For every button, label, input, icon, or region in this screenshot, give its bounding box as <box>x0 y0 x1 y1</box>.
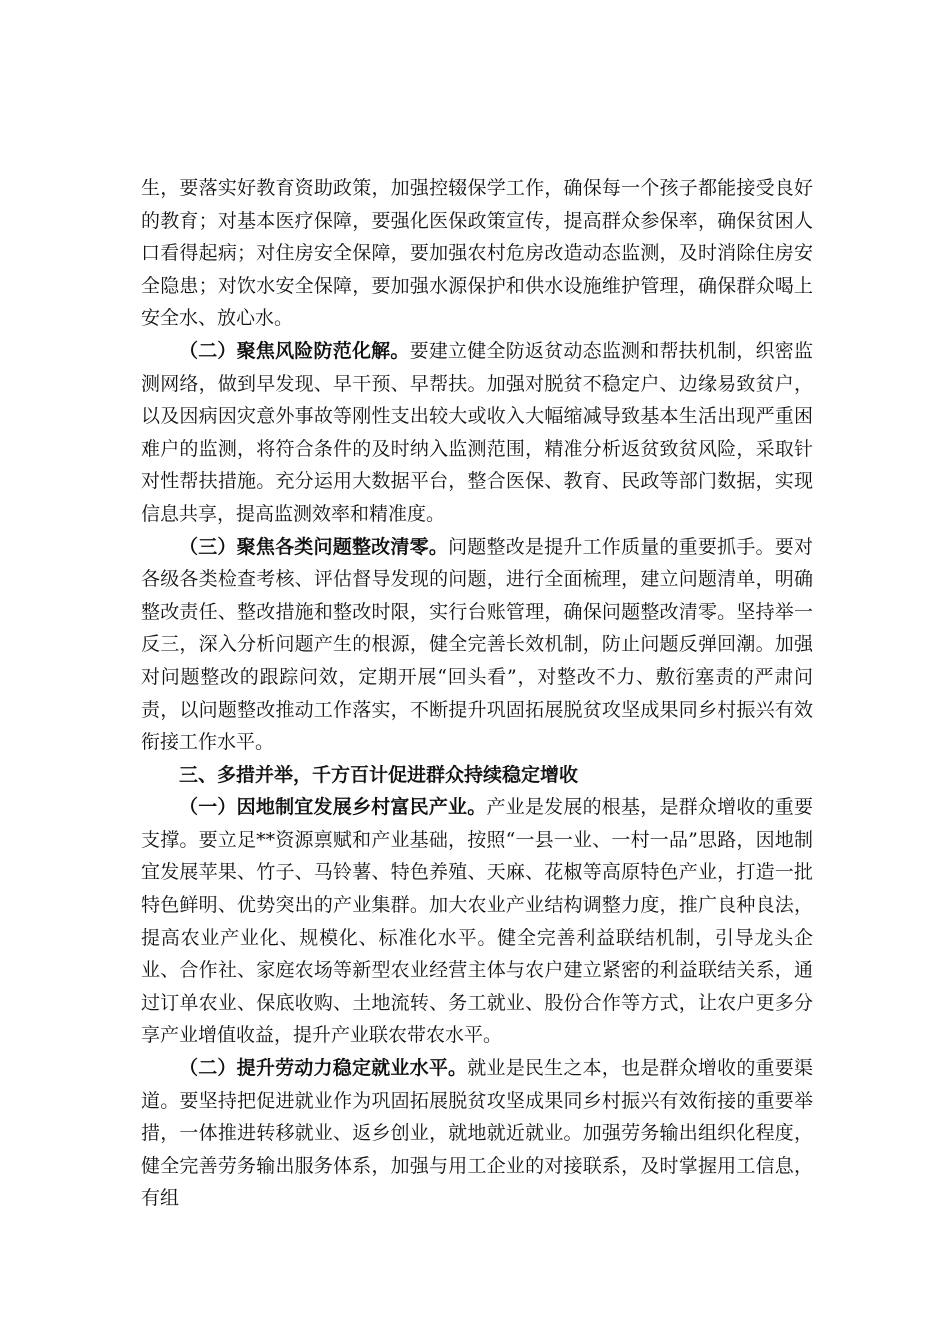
document-page <box>141 172 813 1215</box>
paragraph-lead: （二）提升劳动力稳定就业水平。 <box>179 1057 468 1080</box>
paragraph-text: 就业是民生之本，也是群众增收的重要渠道。要坚持把促进就业作为巩固拓展脱贫攻坚成果同乡村振兴有效衔接的重要举措，一体推进转移就业、返乡创业，就地就近就业。加强劳务输出组织化程度，健全完善劳务输出服务体系，加强与用工企业的对接联系，及时掌握用工信息，有组 <box>141 1057 813 1210</box>
paragraph-employment <box>141 1052 813 1215</box>
paragraph-text: 产业是发展的根基，是群众增收的重要支撑。要立足**资源禀赋和产业基础，按照“一县一业、一村一品”思路，因地制宜发展苹果、竹子、马铃薯、特色养殖、天麻、花椒等高原特色产业，打造一批特色鲜明、优势突出的产业集群。加大农业产业结构调整力度，推广良种良法，提高农业产业化、规模化、标准化水平。健全完善利益联结机制，引导龙头企业、合作社、家庭农场等新型农业经营主体与农户建立紧密的利益联结关系，通过订单农业、保底收购、土地流转、务工就业、股份合作等方式，让农户更多分享产业增值收益，提升产业联农带农水平。 <box>141 796 813 1047</box>
paragraph-text: 生，要落实好教育资助政策，加强控辍保学工作，确保每一个孩子都能接受良好的教育；对基本医疗保障，要强化医保政策宣传，提高群众参保率，确保贫困人口看得起病；对住房安全保障，要加强农村危房改造动态监测，及时消除住房安全隐患；对饮水安全保障，要加强水源保护和供水设施维护管理，确保群众喝上安全水、放心水。 <box>141 177 813 330</box>
paragraph-rural-industry <box>141 791 813 1052</box>
paragraph-continuation <box>141 172 813 335</box>
paragraph-lead: （一）因地制宜发展乡村富民产业。 <box>179 796 487 819</box>
section-heading: 三、多措并举，千方百计促进群众持续稳定增收 <box>179 763 579 786</box>
paragraph-lead: （二）聚焦风险防范化解。 <box>179 339 410 362</box>
paragraph-text: 问题整改是提升工作质量的重要抓手。要对各级各类检查考核、评估督导发现的问题，进行全面梳理，建立问题清单，明确整改责任、整改措施和整改时限，实行台账管理，确保问题整改清零。坚持举一反三，深入分析问题产生的根源，健全完善长效机制，防止问题反弹回潮。加强对问题整改的跟踪问效，定期开展“回头看”，对整改不力、敷衍塞责的严肃问责，以问题整改推动工作落实，不断提升巩固拓展脱贫攻坚成果同乡村振兴有效衔接工作水平。 <box>141 535 813 754</box>
paragraph-lead: （三）聚焦各类问题整改清零。 <box>179 535 449 558</box>
paragraph-issue-rectification <box>141 531 813 759</box>
paragraph-text: 要建立健全防返贫动态监测和帮扶机制，织密监测网络，做到早发现、早干预、早帮扶。加强对脱贫不稳定户、边缘易致贫户，以及因病因灾意外事故等刚性支出较大或收入大幅缩减导致基本生活出现严重困难户的监测，将符合条件的及时纳入监测范围，精准分析返贫致贫风险，采取针对性帮扶措施。充分运用大数据平台，整合医保、教育、民政等部门数据，实现信息共享，提高监测效率和精准度。 <box>141 339 813 525</box>
paragraph-risk-prevention <box>141 335 813 531</box>
